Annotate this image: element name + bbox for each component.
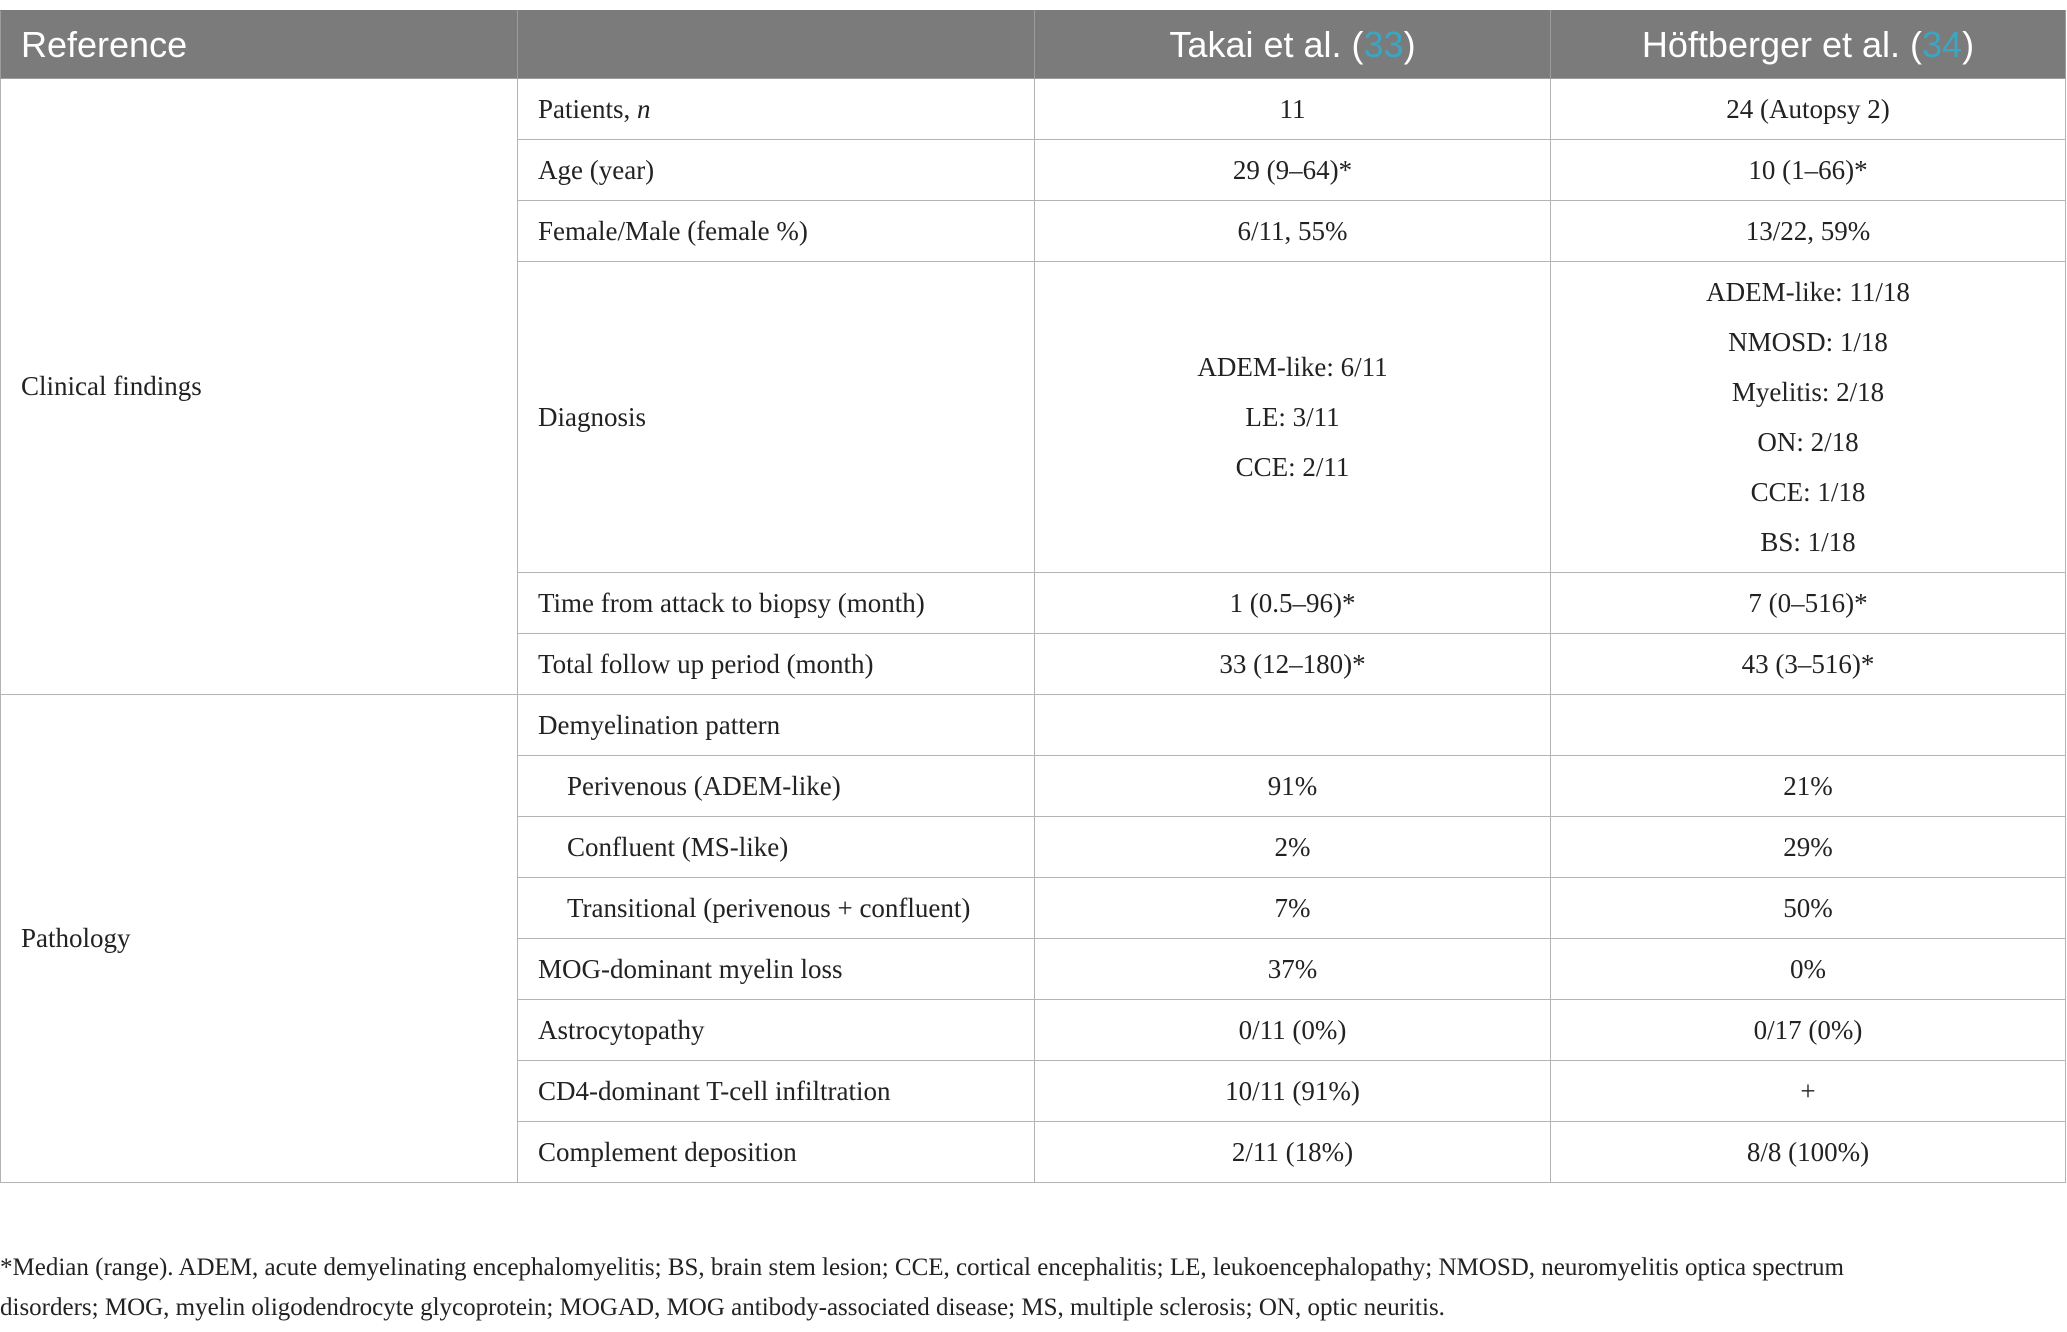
row-label: CD4-dominant T-cell infiltration	[518, 1061, 1035, 1122]
group-pathology: Pathology	[1, 695, 518, 1183]
cell-takai: 11	[1035, 79, 1551, 140]
cell-hoftberger: 10 (1–66)*	[1551, 140, 2066, 201]
cell-hoftberger: 43 (3–516)*	[1551, 634, 2066, 695]
cell-takai: 2%	[1035, 817, 1551, 878]
cell-takai: 2/11 (18%)	[1035, 1122, 1551, 1183]
cell-takai: 29 (9–64)*	[1035, 140, 1551, 201]
cell-hoftberger: 24 (Autopsy 2)	[1551, 79, 2066, 140]
cell-takai: 7%	[1035, 878, 1551, 939]
header-takai-text: Takai et al. (	[1169, 23, 1364, 65]
header-takai-close: )	[1403, 23, 1416, 65]
header-hoftberger-close: )	[1962, 23, 1975, 65]
header-takai	[1035, 11, 1551, 79]
diagnosis-item: Myelitis: 2/18	[1731, 377, 1885, 407]
row-label: MOG-dominant myelin loss	[518, 939, 1035, 1000]
row-label: Total follow up period (month)	[518, 634, 1035, 695]
row-label	[518, 79, 1035, 140]
header-row	[1, 11, 2066, 79]
cell-hoftberger: 0%	[1551, 939, 2066, 1000]
cell-takai: 0/11 (0%)	[1035, 1000, 1551, 1061]
cell-hoftberger: +	[1551, 1061, 2066, 1122]
row-label: Astrocytopathy	[518, 1000, 1035, 1061]
citation-link-34[interactable]: 34	[1922, 23, 1963, 65]
cell-takai: 10/11 (91%)	[1035, 1061, 1551, 1122]
cell-takai: 37%	[1035, 939, 1551, 1000]
diagnosis-item: CCE: 1/18	[1750, 477, 1866, 507]
header-blank	[518, 11, 1035, 79]
cell-hoftberger: 50%	[1551, 878, 2066, 939]
cell-takai: 91%	[1035, 756, 1551, 817]
diagnosis-item: CCE: 2/11	[1235, 452, 1350, 482]
row-label: Demyelination pattern	[518, 695, 1035, 756]
cell-hoftberger: 21%	[1551, 756, 2066, 817]
cell-hoftberger: 7 (0–516)*	[1551, 573, 2066, 634]
diagnosis-item: NMOSD: 1/18	[1728, 327, 1888, 357]
cell-hoftberger-diagnosis	[1551, 262, 2066, 573]
row-label: Perivenous (ADEM-like)	[518, 756, 1035, 817]
cell-takai: 33 (12–180)*	[1035, 634, 1551, 695]
table-row	[1, 79, 2066, 140]
row-label: Time from attack to biopsy (month)	[518, 573, 1035, 634]
comparison-table	[0, 10, 2066, 1183]
footnote-line: *Median (range). ADEM, acute demyelinating encephalomyelitis; BS, brain stem lesion; CCE, cortical encephalitis; LE, leukoencephalopathy; NMOSD, neuromyelitis optica spectrum	[0, 1254, 1844, 1281]
cell-hoftberger: 29%	[1551, 817, 2066, 878]
cell-takai: 6/11, 55%	[1035, 201, 1551, 262]
cell-hoftberger: 13/22, 59%	[1551, 201, 2066, 262]
row-label: Female/Male (female %)	[518, 201, 1035, 262]
diagnosis-item: ADEM-like: 6/11	[1197, 352, 1388, 382]
header-hoftberger	[1551, 11, 2066, 79]
row-label: Diagnosis	[518, 262, 1035, 573]
row-label: Transitional (perivenous + confluent)	[518, 878, 1035, 939]
table-footnote	[0, 1248, 2060, 1328]
cell-hoftberger: 8/8 (100%)	[1551, 1122, 2066, 1183]
cell-hoftberger-empty	[1551, 695, 2066, 756]
header-hoftberger-text: Höftberger et al. (	[1641, 23, 1923, 65]
diagnosis-item: ON: 2/18	[1757, 427, 1859, 457]
cell-hoftberger: 0/17 (0%)	[1551, 1000, 2066, 1061]
patients-label: Patients,	[538, 93, 637, 124]
cell-takai-diagnosis	[1035, 262, 1551, 573]
cell-takai: 1 (0.5–96)*	[1035, 573, 1551, 634]
diagnosis-item: LE: 3/11	[1245, 402, 1340, 432]
table-row	[1, 695, 2066, 756]
diagnosis-item: ADEM-like: 11/18	[1706, 277, 1910, 307]
patients-label-n: n	[637, 93, 651, 124]
citation-link-33[interactable]: 33	[1363, 23, 1404, 65]
row-label: Confluent (MS-like)	[518, 817, 1035, 878]
cell-takai-empty	[1035, 695, 1551, 756]
diagnosis-item: BS: 1/18	[1760, 527, 1856, 557]
row-label: Complement deposition	[518, 1122, 1035, 1183]
header-reference: Reference	[1, 11, 518, 79]
row-label: Age (year)	[518, 140, 1035, 201]
group-clinical-findings: Clinical findings	[1, 79, 518, 695]
footnote-line: disorders; MOG, myelin oligodendrocyte glycoprotein; MOGAD, MOG antibody-associated disease; MS, multiple sclerosis; ON, optic neuritis.	[0, 1294, 1445, 1321]
